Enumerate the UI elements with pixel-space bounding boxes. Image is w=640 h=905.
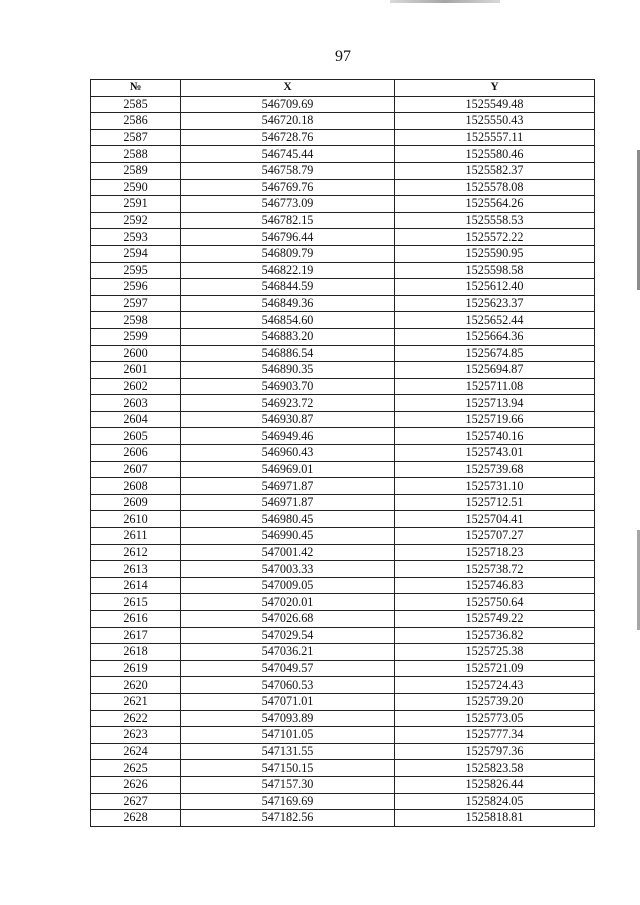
cell-y: 1525713.94 — [395, 395, 595, 412]
cell-y: 1525823.58 — [395, 760, 595, 777]
cell-number: 2589 — [91, 162, 181, 179]
cell-number: 2620 — [91, 677, 181, 694]
cell-number: 2609 — [91, 494, 181, 511]
cell-number: 2617 — [91, 627, 181, 644]
cell-x: 547026.68 — [181, 611, 395, 628]
table-row — [91, 810, 595, 827]
cell-y: 1525824.05 — [395, 793, 595, 810]
table-row — [91, 196, 595, 213]
cell-y: 1525724.43 — [395, 677, 595, 694]
cell-x: 546903.70 — [181, 378, 395, 395]
cell-y: 1525557.11 — [395, 129, 595, 146]
cell-number: 2627 — [91, 793, 181, 810]
cell-x: 546782.15 — [181, 212, 395, 229]
cell-y: 1525746.83 — [395, 577, 595, 594]
cell-y: 1525736.82 — [395, 627, 595, 644]
table-row — [91, 229, 595, 246]
coordinates-table — [90, 79, 595, 827]
cell-y: 1525572.22 — [395, 229, 595, 246]
cell-number: 2614 — [91, 577, 181, 594]
table-row — [91, 644, 595, 661]
cell-number: 2624 — [91, 743, 181, 760]
table-row — [91, 428, 595, 445]
cell-y: 1525549.48 — [395, 96, 595, 113]
cell-number: 2625 — [91, 760, 181, 777]
table-row — [91, 312, 595, 329]
cell-x: 546854.60 — [181, 312, 395, 329]
cell-x: 546758.79 — [181, 162, 395, 179]
cell-number: 2601 — [91, 362, 181, 379]
table-row — [91, 262, 595, 279]
cell-x: 546745.44 — [181, 146, 395, 163]
cell-number: 2600 — [91, 345, 181, 362]
cell-x: 546709.69 — [181, 96, 395, 113]
cell-y: 1525711.08 — [395, 378, 595, 395]
table-row — [91, 511, 595, 528]
cell-x: 547093.89 — [181, 710, 395, 727]
cell-y: 1525818.81 — [395, 810, 595, 827]
cell-number: 2599 — [91, 328, 181, 345]
cell-x: 546923.72 — [181, 395, 395, 412]
cell-y: 1525826.44 — [395, 776, 595, 793]
cell-number: 2612 — [91, 544, 181, 561]
table-row — [91, 96, 595, 113]
cell-x: 546990.45 — [181, 528, 395, 545]
table-row — [91, 146, 595, 163]
cell-x: 546849.36 — [181, 295, 395, 312]
cell-x: 546728.76 — [181, 129, 395, 146]
table-row — [91, 577, 595, 594]
cell-x: 547182.56 — [181, 810, 395, 827]
cell-number: 2610 — [91, 511, 181, 528]
cell-y: 1525738.72 — [395, 561, 595, 578]
table-row — [91, 445, 595, 462]
cell-y: 1525797.36 — [395, 743, 595, 760]
table-row — [91, 411, 595, 428]
cell-x: 546886.54 — [181, 345, 395, 362]
column-header-y: Y — [395, 80, 595, 97]
table-header-row — [91, 80, 595, 97]
cell-y: 1525740.16 — [395, 428, 595, 445]
cell-x: 546949.46 — [181, 428, 395, 445]
cell-y: 1525731.10 — [395, 478, 595, 495]
cell-y: 1525718.23 — [395, 544, 595, 561]
table-row — [91, 179, 595, 196]
cell-y: 1525580.46 — [395, 146, 595, 163]
cell-y: 1525694.87 — [395, 362, 595, 379]
table-row — [91, 611, 595, 628]
table-row — [91, 461, 595, 478]
table-row — [91, 710, 595, 727]
cell-y: 1525773.05 — [395, 710, 595, 727]
cell-number: 2588 — [91, 146, 181, 163]
table-row — [91, 693, 595, 710]
cell-number: 2608 — [91, 478, 181, 495]
cell-y: 1525739.68 — [395, 461, 595, 478]
column-header-x: X — [181, 80, 395, 97]
table-row — [91, 660, 595, 677]
table-row — [91, 594, 595, 611]
cell-y: 1525749.22 — [395, 611, 595, 628]
cell-y: 1525721.09 — [395, 660, 595, 677]
cell-x: 546809.79 — [181, 245, 395, 262]
cell-x: 546883.20 — [181, 328, 395, 345]
cell-x: 547169.69 — [181, 793, 395, 810]
cell-x: 547101.05 — [181, 727, 395, 744]
table-row — [91, 544, 595, 561]
cell-number: 2592 — [91, 212, 181, 229]
cell-y: 1525777.34 — [395, 727, 595, 744]
cell-number: 2611 — [91, 528, 181, 545]
cell-y: 1525590.95 — [395, 245, 595, 262]
table-row — [91, 395, 595, 412]
page-number: 97 — [335, 48, 351, 65]
cell-number: 2603 — [91, 395, 181, 412]
cell-number: 2604 — [91, 411, 181, 428]
cell-number: 2606 — [91, 445, 181, 462]
cell-y: 1525743.01 — [395, 445, 595, 462]
cell-number: 2616 — [91, 611, 181, 628]
cell-y: 1525704.41 — [395, 511, 595, 528]
cell-number: 2595 — [91, 262, 181, 279]
cell-number: 2587 — [91, 129, 181, 146]
cell-number: 2626 — [91, 776, 181, 793]
cell-x: 546720.18 — [181, 113, 395, 130]
table-row — [91, 162, 595, 179]
cell-y: 1525612.40 — [395, 279, 595, 296]
cell-y: 1525652.44 — [395, 312, 595, 329]
table-row — [91, 245, 595, 262]
cell-number: 2602 — [91, 378, 181, 395]
cell-y: 1525719.66 — [395, 411, 595, 428]
table-row — [91, 677, 595, 694]
cell-number: 2598 — [91, 312, 181, 329]
cell-x: 546960.43 — [181, 445, 395, 462]
table-row — [91, 528, 595, 545]
table-row — [91, 345, 595, 362]
cell-x: 546980.45 — [181, 511, 395, 528]
cell-y: 1525582.37 — [395, 162, 595, 179]
cell-y: 1525550.43 — [395, 113, 595, 130]
cell-number: 2615 — [91, 594, 181, 611]
table-row — [91, 113, 595, 130]
table-row — [91, 561, 595, 578]
table-row — [91, 478, 595, 495]
cell-x: 547003.33 — [181, 561, 395, 578]
cell-x: 547036.21 — [181, 644, 395, 661]
cell-number: 2607 — [91, 461, 181, 478]
cell-y: 1525558.53 — [395, 212, 595, 229]
cell-x: 546796.44 — [181, 229, 395, 246]
cell-number: 2618 — [91, 644, 181, 661]
cell-y: 1525578.08 — [395, 179, 595, 196]
cell-number: 2605 — [91, 428, 181, 445]
table-row — [91, 295, 595, 312]
cell-x: 547131.55 — [181, 743, 395, 760]
cell-x: 547029.54 — [181, 627, 395, 644]
cell-x: 546822.19 — [181, 262, 395, 279]
table-body — [91, 96, 595, 826]
cell-number: 2593 — [91, 229, 181, 246]
cell-number: 2621 — [91, 693, 181, 710]
table-row — [91, 793, 595, 810]
table-row — [91, 362, 595, 379]
cell-x: 546769.76 — [181, 179, 395, 196]
cell-x: 547157.30 — [181, 776, 395, 793]
cell-y: 1525707.27 — [395, 528, 595, 545]
cell-y: 1525564.26 — [395, 196, 595, 213]
table-row — [91, 129, 595, 146]
cell-number: 2596 — [91, 279, 181, 296]
cell-x: 546930.87 — [181, 411, 395, 428]
cell-x: 546971.87 — [181, 478, 395, 495]
table-row — [91, 627, 595, 644]
table-row — [91, 760, 595, 777]
cell-number: 2622 — [91, 710, 181, 727]
cell-number: 2597 — [91, 295, 181, 312]
cell-x: 547049.57 — [181, 660, 395, 677]
scan-artifact-top — [390, 0, 500, 3]
cell-number: 2591 — [91, 196, 181, 213]
cell-number: 2594 — [91, 245, 181, 262]
table-row — [91, 378, 595, 395]
table-row — [91, 328, 595, 345]
cell-y: 1525623.37 — [395, 295, 595, 312]
cell-number: 2628 — [91, 810, 181, 827]
cell-x: 547009.05 — [181, 577, 395, 594]
cell-x: 547150.15 — [181, 760, 395, 777]
cell-x: 546971.87 — [181, 494, 395, 511]
cell-x: 546969.01 — [181, 461, 395, 478]
cell-number: 2623 — [91, 727, 181, 744]
table-row — [91, 494, 595, 511]
cell-number: 2619 — [91, 660, 181, 677]
cell-number: 2613 — [91, 561, 181, 578]
table-row — [91, 727, 595, 744]
cell-x: 547001.42 — [181, 544, 395, 561]
cell-y: 1525712.51 — [395, 494, 595, 511]
cell-y: 1525739.20 — [395, 693, 595, 710]
cell-x: 546890.35 — [181, 362, 395, 379]
table-row — [91, 743, 595, 760]
column-header-number: № — [91, 80, 181, 97]
cell-x: 547020.01 — [181, 594, 395, 611]
table-row — [91, 212, 595, 229]
cell-y: 1525750.64 — [395, 594, 595, 611]
cell-y: 1525664.36 — [395, 328, 595, 345]
cell-x: 546773.09 — [181, 196, 395, 213]
cell-y: 1525725.38 — [395, 644, 595, 661]
table-row — [91, 776, 595, 793]
cell-x: 547071.01 — [181, 693, 395, 710]
cell-y: 1525674.85 — [395, 345, 595, 362]
table-row — [91, 279, 595, 296]
cell-x: 547060.53 — [181, 677, 395, 694]
cell-number: 2585 — [91, 96, 181, 113]
cell-number: 2590 — [91, 179, 181, 196]
cell-x: 546844.59 — [181, 279, 395, 296]
cell-number: 2586 — [91, 113, 181, 130]
cell-y: 1525598.58 — [395, 262, 595, 279]
